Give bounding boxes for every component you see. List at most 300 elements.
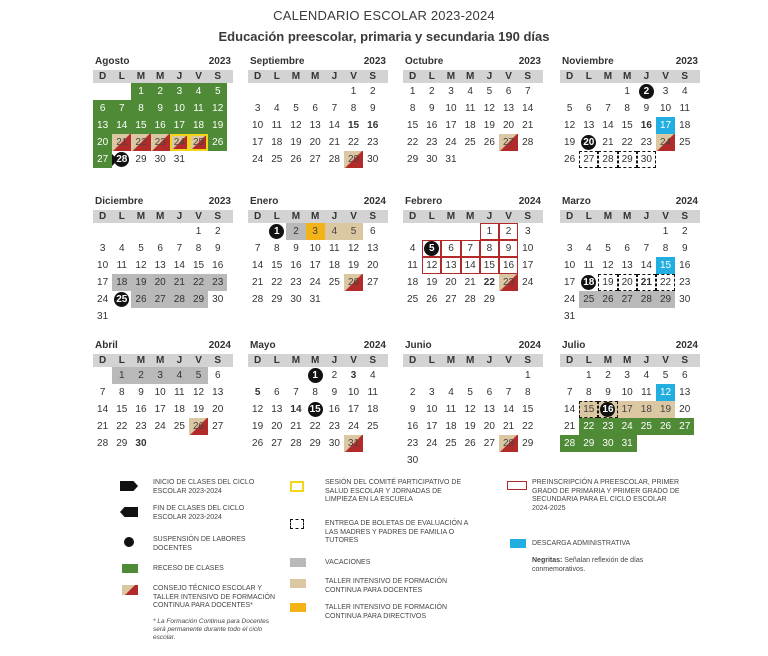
day-number: 11 (193, 103, 204, 114)
month-header (403, 56, 543, 69)
legend-taller-directivos: TALLER INTENSIVO DE FORMACIÓN CONTINUA PARA DIRECTIVOS (325, 604, 447, 620)
day-cell (675, 134, 694, 151)
month-name: Septiembre (250, 56, 305, 67)
day-cell (560, 291, 579, 308)
day-number: 12 (659, 387, 672, 398)
day-cell (598, 151, 617, 168)
weekday-label: M (136, 355, 146, 366)
weekday-label: D (253, 355, 262, 366)
legend-fin: FIN DE CLASES DEL CICLO ESCOLAR 2023-2024 (153, 505, 245, 521)
weekday-label: L (273, 211, 280, 222)
day-cell (131, 257, 150, 274)
legend-receso: RECESO DE CLASES (153, 565, 224, 572)
day-cell (306, 117, 325, 134)
day-number: 16 (602, 404, 614, 415)
day-cell (363, 367, 382, 384)
day-grid (93, 83, 233, 168)
day-cell (363, 240, 382, 257)
day-cell (480, 435, 499, 452)
month-header (560, 340, 700, 353)
day-number: 31 (445, 154, 457, 165)
weekday-label: L (118, 211, 125, 222)
day-number: 22 (116, 421, 128, 432)
empty-cell (461, 367, 480, 384)
day-number: 2 (505, 226, 512, 237)
day-cell (112, 435, 131, 452)
month-year: 2024 (363, 196, 386, 207)
day-cell (656, 274, 675, 291)
day-cell (637, 291, 656, 308)
day-number: 10 (564, 260, 576, 271)
day-number: 25 (271, 154, 283, 165)
day-grid (93, 367, 233, 452)
day-cell (637, 117, 656, 134)
day-cell (579, 418, 598, 435)
month-name: Diciembre (95, 196, 144, 207)
day-grid (403, 83, 543, 168)
day-number: 17 (309, 260, 321, 271)
day-cell (618, 240, 637, 257)
day-number: 1 (350, 86, 357, 97)
day-number: 28 (564, 438, 576, 449)
weekday-label: D (565, 71, 574, 82)
weekday-label: M (622, 211, 632, 222)
day-number: 2 (681, 226, 688, 237)
day-number: 13 (483, 404, 495, 415)
day-cell (112, 117, 131, 134)
month-name: Abril (95, 340, 118, 351)
day-cell (403, 452, 422, 469)
month-header (248, 196, 388, 209)
day-cell (170, 240, 189, 257)
day-number: 15 (621, 120, 633, 131)
day-number: 24 (522, 277, 534, 288)
day-number: 19 (192, 404, 205, 415)
day-number: 5 (293, 103, 299, 114)
day-number: 9 (293, 243, 299, 254)
day-cell (637, 151, 656, 168)
day-cell (461, 240, 480, 257)
day-number: 31 (309, 294, 321, 305)
day-cell (151, 240, 170, 257)
day-cell (112, 274, 131, 291)
day-cell (560, 240, 579, 257)
month-year: 2024 (208, 340, 231, 351)
day-cell (579, 435, 598, 452)
empty-cell (131, 223, 150, 240)
day-number: 20 (367, 260, 379, 271)
day-number: 2 (409, 387, 416, 398)
day-number: 9 (214, 243, 221, 254)
day-cell (151, 274, 170, 291)
day-number: 25 (464, 137, 476, 148)
day-number: 23 (502, 277, 515, 288)
day-number: 22 (522, 421, 534, 432)
day-cell (112, 384, 131, 401)
day-cell (248, 384, 267, 401)
month-name: Octubre (405, 56, 444, 67)
day-cell (579, 274, 598, 291)
day-number: 28 (640, 294, 652, 305)
day-number: 14 (173, 260, 185, 271)
day-number: 3 (157, 370, 163, 381)
day-cell (170, 100, 189, 117)
day-number: 16 (679, 260, 691, 271)
day-cell (403, 384, 422, 401)
day-number: 13 (154, 260, 166, 271)
day-cell (560, 151, 579, 168)
day-cell (675, 418, 694, 435)
day-number: 7 (605, 103, 611, 114)
day-cell (248, 274, 267, 291)
month-abril (93, 340, 233, 452)
day-cell (306, 151, 325, 168)
weekday-label: D (98, 71, 107, 82)
day-number: 3 (312, 226, 318, 237)
day-cell (208, 100, 227, 117)
weekday-header (93, 70, 233, 83)
day-cell (344, 240, 363, 257)
day-cell (598, 435, 617, 452)
day-cell (518, 257, 537, 274)
day-grid (403, 223, 543, 308)
weekday-label: D (565, 211, 574, 222)
day-number: 3 (254, 103, 261, 114)
day-cell (325, 401, 344, 418)
day-cell (267, 418, 286, 435)
day-cell (480, 100, 499, 117)
day-cell (267, 291, 286, 308)
month-header (560, 196, 700, 209)
day-number: 28 (173, 294, 185, 305)
day-number: 24 (252, 154, 264, 165)
day-cell (208, 240, 227, 257)
day-number: 12 (252, 404, 264, 415)
day-number: 10 (347, 387, 360, 398)
start-arrow-icon (120, 481, 138, 491)
day-cell (675, 367, 694, 384)
day-number: 24 (173, 137, 185, 148)
day-cell (248, 134, 267, 151)
day-number: 20 (309, 137, 321, 148)
day-cell (441, 418, 460, 435)
day-number: 30 (602, 438, 614, 449)
day-number: 30 (407, 455, 419, 466)
day-number: 4 (643, 370, 650, 381)
day-number: 28 (252, 294, 264, 305)
weekday-label: S (369, 211, 377, 222)
day-number: 19 (252, 421, 264, 432)
day-cell (170, 401, 189, 418)
day-cell (248, 117, 267, 134)
day-number: 4 (409, 243, 416, 254)
day-cell (112, 151, 131, 168)
day-cell (441, 435, 460, 452)
day-number: 17 (564, 277, 576, 288)
yellow-outline-icon (290, 481, 304, 492)
day-cell (267, 223, 286, 240)
day-number: 21 (328, 137, 340, 148)
day-cell (170, 134, 189, 151)
weekday-label: V (350, 355, 357, 366)
weekday-label: S (214, 211, 222, 222)
weekday-label: J (331, 71, 338, 82)
day-number: 15 (192, 260, 205, 271)
empty-cell (422, 223, 441, 240)
day-cell (403, 274, 422, 291)
day-number: 14 (602, 120, 614, 131)
month-header (248, 56, 388, 69)
day-number: 12 (192, 387, 205, 398)
day-number: 12 (426, 260, 438, 271)
day-cell (93, 418, 112, 435)
legend-nota: * La Formación Continua para Docentes será permanente durante todo el ciclo escolar. (153, 618, 269, 641)
day-cell (422, 274, 441, 291)
day-number: 11 (641, 387, 652, 398)
day-cell (422, 418, 441, 435)
day-number: 8 (119, 387, 125, 398)
legend-suspension: SUSPENSIÓN DE LABORES DOCENTES (153, 536, 246, 552)
day-cell (637, 418, 656, 435)
day-number: 4 (331, 226, 338, 237)
day-cell (656, 384, 675, 401)
day-cell (656, 257, 675, 274)
month-year: 2024 (518, 196, 541, 207)
day-cell (461, 83, 480, 100)
day-number: 17 (522, 260, 534, 271)
day-cell (189, 83, 208, 100)
day-cell (131, 291, 150, 308)
negritas-label: Negritas: (532, 557, 563, 564)
weekday-label: J (643, 71, 650, 82)
day-number: 16 (640, 120, 652, 131)
day-number: 18 (192, 120, 205, 131)
day-number: 20 (621, 277, 633, 288)
day-cell (675, 83, 694, 100)
empty-cell (499, 367, 518, 384)
day-cell (286, 257, 305, 274)
weekday-label: J (643, 211, 650, 222)
day-cell (518, 435, 537, 452)
day-cell (189, 117, 208, 134)
day-number: 19 (347, 260, 360, 271)
day-cell (112, 257, 131, 274)
day-number: 31 (347, 438, 360, 449)
day-cell (656, 367, 675, 384)
day-number: 17 (659, 120, 672, 131)
day-cell (480, 384, 499, 401)
weekday-label: M (155, 71, 165, 82)
day-cell (518, 418, 537, 435)
day-cell (422, 100, 441, 117)
day-number: 17 (347, 404, 360, 415)
day-number: 8 (274, 243, 280, 254)
day-number: 7 (119, 103, 125, 114)
day-cell (480, 117, 499, 134)
month-year: 2023 (208, 56, 231, 67)
day-cell (170, 384, 189, 401)
day-cell (618, 117, 637, 134)
day-number: 29 (347, 154, 360, 165)
day-cell (598, 257, 617, 274)
day-cell (93, 134, 112, 151)
day-number: 11 (445, 404, 457, 415)
dashed-box-icon (290, 519, 304, 529)
day-number: 31 (621, 438, 633, 449)
day-number: 30 (154, 154, 166, 165)
day-cell (344, 367, 363, 384)
day-number: 23 (640, 137, 652, 148)
day-number: 24 (659, 137, 672, 148)
day-cell (598, 100, 617, 117)
day-cell (131, 418, 150, 435)
day-number: 1 (586, 370, 592, 381)
legend-descarga: DESCARGA ADMINISTRATIVA (532, 540, 631, 547)
day-cell (170, 291, 189, 308)
empty-cell (267, 83, 286, 100)
day-number: 25 (407, 294, 419, 305)
day-cell (131, 367, 150, 384)
month-year: 2023 (363, 56, 386, 67)
day-cell (461, 435, 480, 452)
day-number: 2 (138, 370, 144, 381)
day-number: 21 (173, 277, 185, 288)
day-number: 30 (426, 154, 438, 165)
blue-swatch-icon (510, 539, 526, 548)
day-number: 29 (483, 294, 495, 305)
day-cell (363, 83, 382, 100)
empty-cell (267, 367, 286, 384)
day-number: 23 (154, 137, 166, 148)
day-number: 17 (173, 120, 185, 131)
day-cell (637, 274, 656, 291)
day-cell (618, 291, 637, 308)
day-number: 9 (429, 103, 435, 114)
empty-cell (598, 83, 617, 100)
day-number: 22 (135, 137, 147, 148)
day-number: 14 (640, 260, 652, 271)
day-cell (422, 257, 441, 274)
day-cell (618, 367, 637, 384)
day-cell (480, 274, 499, 291)
day-number: 24 (621, 421, 633, 432)
day-number: 12 (602, 260, 614, 271)
month-name: Junio (405, 340, 432, 351)
day-cell (151, 257, 170, 274)
day-cell (675, 257, 694, 274)
day-cell (286, 435, 305, 452)
day-cell (189, 367, 208, 384)
day-cell (422, 384, 441, 401)
day-number: 5 (486, 86, 493, 97)
day-number: 9 (369, 103, 376, 114)
day-cell (675, 384, 694, 401)
day-cell (306, 401, 325, 418)
day-cell (306, 384, 325, 401)
day-number: 24 (97, 294, 109, 305)
gray-swatch-icon (290, 558, 306, 567)
day-number: 9 (157, 103, 163, 114)
empty-cell (93, 83, 112, 100)
day-number: 15 (135, 120, 147, 131)
empty-cell (248, 83, 267, 100)
day-cell (344, 151, 363, 168)
day-number: 14 (116, 120, 128, 131)
day-cell (306, 240, 325, 257)
day-number: 23 (367, 137, 379, 148)
day-number: 18 (445, 421, 457, 432)
day-number: 18 (640, 404, 652, 415)
day-cell (461, 134, 480, 151)
day-number: 10 (659, 103, 672, 114)
month-header (248, 340, 388, 353)
day-number: 25 (116, 294, 128, 305)
day-number: 24 (154, 421, 166, 432)
day-number: 14 (290, 404, 302, 415)
day-number: 9 (409, 404, 416, 415)
weekday-label: V (662, 355, 669, 366)
day-cell (518, 274, 537, 291)
day-cell (306, 435, 325, 452)
day-cell (170, 418, 189, 435)
day-number: 28 (328, 154, 340, 165)
day-number: 11 (583, 260, 594, 271)
weekday-label: M (465, 355, 475, 366)
day-cell (403, 151, 422, 168)
weekday-header (560, 354, 700, 367)
day-number: 15 (583, 404, 595, 415)
weekday-header (248, 210, 388, 223)
day-number: 15 (116, 404, 128, 415)
day-number: 30 (212, 294, 224, 305)
day-cell (267, 274, 286, 291)
day-cell (560, 435, 579, 452)
empty-cell (598, 223, 617, 240)
day-cell (518, 223, 537, 240)
day-cell (518, 367, 537, 384)
day-number: 10 (97, 260, 109, 271)
day-number: 3 (566, 243, 573, 254)
day-number: 6 (681, 370, 688, 381)
weekday-label: V (662, 71, 669, 82)
day-cell (112, 367, 131, 384)
day-number: 29 (271, 294, 283, 305)
day-cell (461, 100, 480, 117)
day-number: 7 (176, 243, 183, 254)
day-cell (560, 384, 579, 401)
day-cell (518, 100, 537, 117)
day-cell (151, 151, 170, 168)
day-cell (675, 401, 694, 418)
day-number: 27 (502, 137, 515, 148)
day-cell (461, 384, 480, 401)
day-cell (286, 134, 305, 151)
day-number: 3 (429, 387, 435, 398)
weekday-label: M (291, 211, 301, 222)
day-number: 21 (290, 421, 302, 432)
day-cell (675, 240, 694, 257)
day-number: 1 (308, 368, 323, 383)
day-number: 2 (429, 86, 435, 97)
day-cell (441, 291, 460, 308)
day-number: 14 (252, 260, 264, 271)
day-cell (656, 134, 675, 151)
legend-inicio: INICIO DE CLASES DEL CICLO ESCOLAR 2023-2024 (153, 479, 255, 495)
weekday-label: V (195, 71, 202, 82)
empty-cell (93, 367, 112, 384)
day-number: 29 (192, 294, 205, 305)
weekday-label: S (681, 355, 689, 366)
